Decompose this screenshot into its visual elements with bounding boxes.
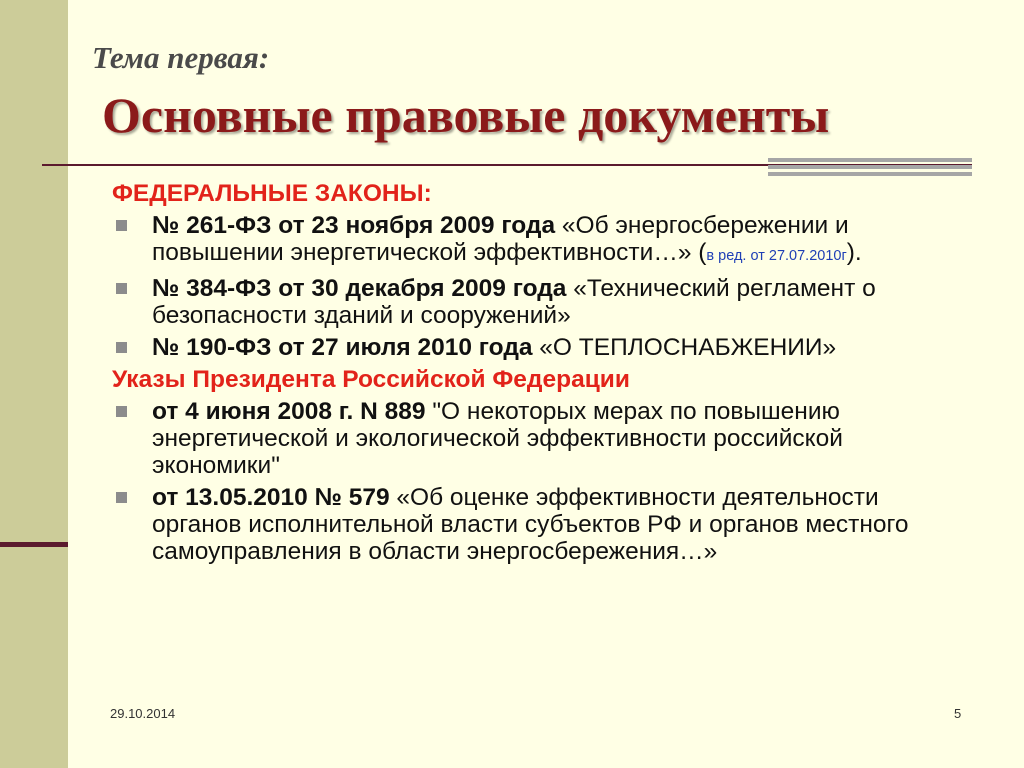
footer-date: 29.10.2014	[110, 706, 176, 721]
sidebar-band	[0, 0, 68, 768]
law-number: № 190-ФЗ от 27 июля 2010 года	[152, 334, 533, 361]
revision-note: в ред. от 27.07.2010г	[706, 248, 847, 264]
federal-laws-heading: ФЕДЕРАЛЬНЫЕ ЗАКОНЫ:	[112, 180, 432, 207]
decorative-bars	[768, 158, 972, 179]
decree-description: «Об оценке эффективности деятельности органов исполнительной власти субъектов РФ и органов местного самоуправления в области энергосбережения…»	[152, 484, 909, 565]
slide-title: Основные правовые документы	[102, 87, 830, 143]
square-bullet-icon	[116, 492, 127, 503]
law-description: «Об энергосбережении и повышении энергетической эффективности…» (	[152, 212, 849, 266]
list-item	[112, 484, 972, 565]
decorative-bar	[768, 165, 972, 169]
slide-number: 5	[954, 706, 962, 721]
square-bullet-icon	[116, 406, 127, 417]
square-bullet-icon	[116, 220, 127, 231]
decree-number: от 13.05.2010 № 579	[152, 484, 390, 511]
law-number: № 261-ФЗ от 23 ноября 2009 года	[152, 212, 556, 239]
slide-content	[112, 180, 972, 570]
law-description: «О ТЕПЛОСНАБЖЕНИИ»	[532, 334, 837, 361]
decree-description: "О некоторых мерах по повышению энергетической и экологической эффективности российской экономики"	[152, 398, 843, 479]
decorative-bar	[768, 158, 972, 162]
square-bullet-icon	[116, 342, 127, 353]
decorative-bar	[768, 172, 972, 176]
list-item	[112, 398, 972, 479]
square-bullet-icon	[116, 283, 127, 294]
list-item	[112, 334, 972, 361]
law-description: «Технический регламент о безопасности зданий и сооружений»	[152, 275, 876, 329]
law-description-tail: ).	[846, 239, 862, 266]
decree-number: от 4 июня 2008 г. N 889	[152, 398, 426, 425]
list-item	[112, 212, 972, 270]
slide-subtitle: Тема первая:	[92, 40, 270, 75]
sidebar-divider	[0, 542, 68, 547]
presidential-decrees-heading: Указы Президента Российской Федерации	[112, 366, 630, 393]
list-item	[112, 275, 972, 329]
law-number: № 384-ФЗ от 30 декабря 2009 года	[152, 275, 567, 302]
